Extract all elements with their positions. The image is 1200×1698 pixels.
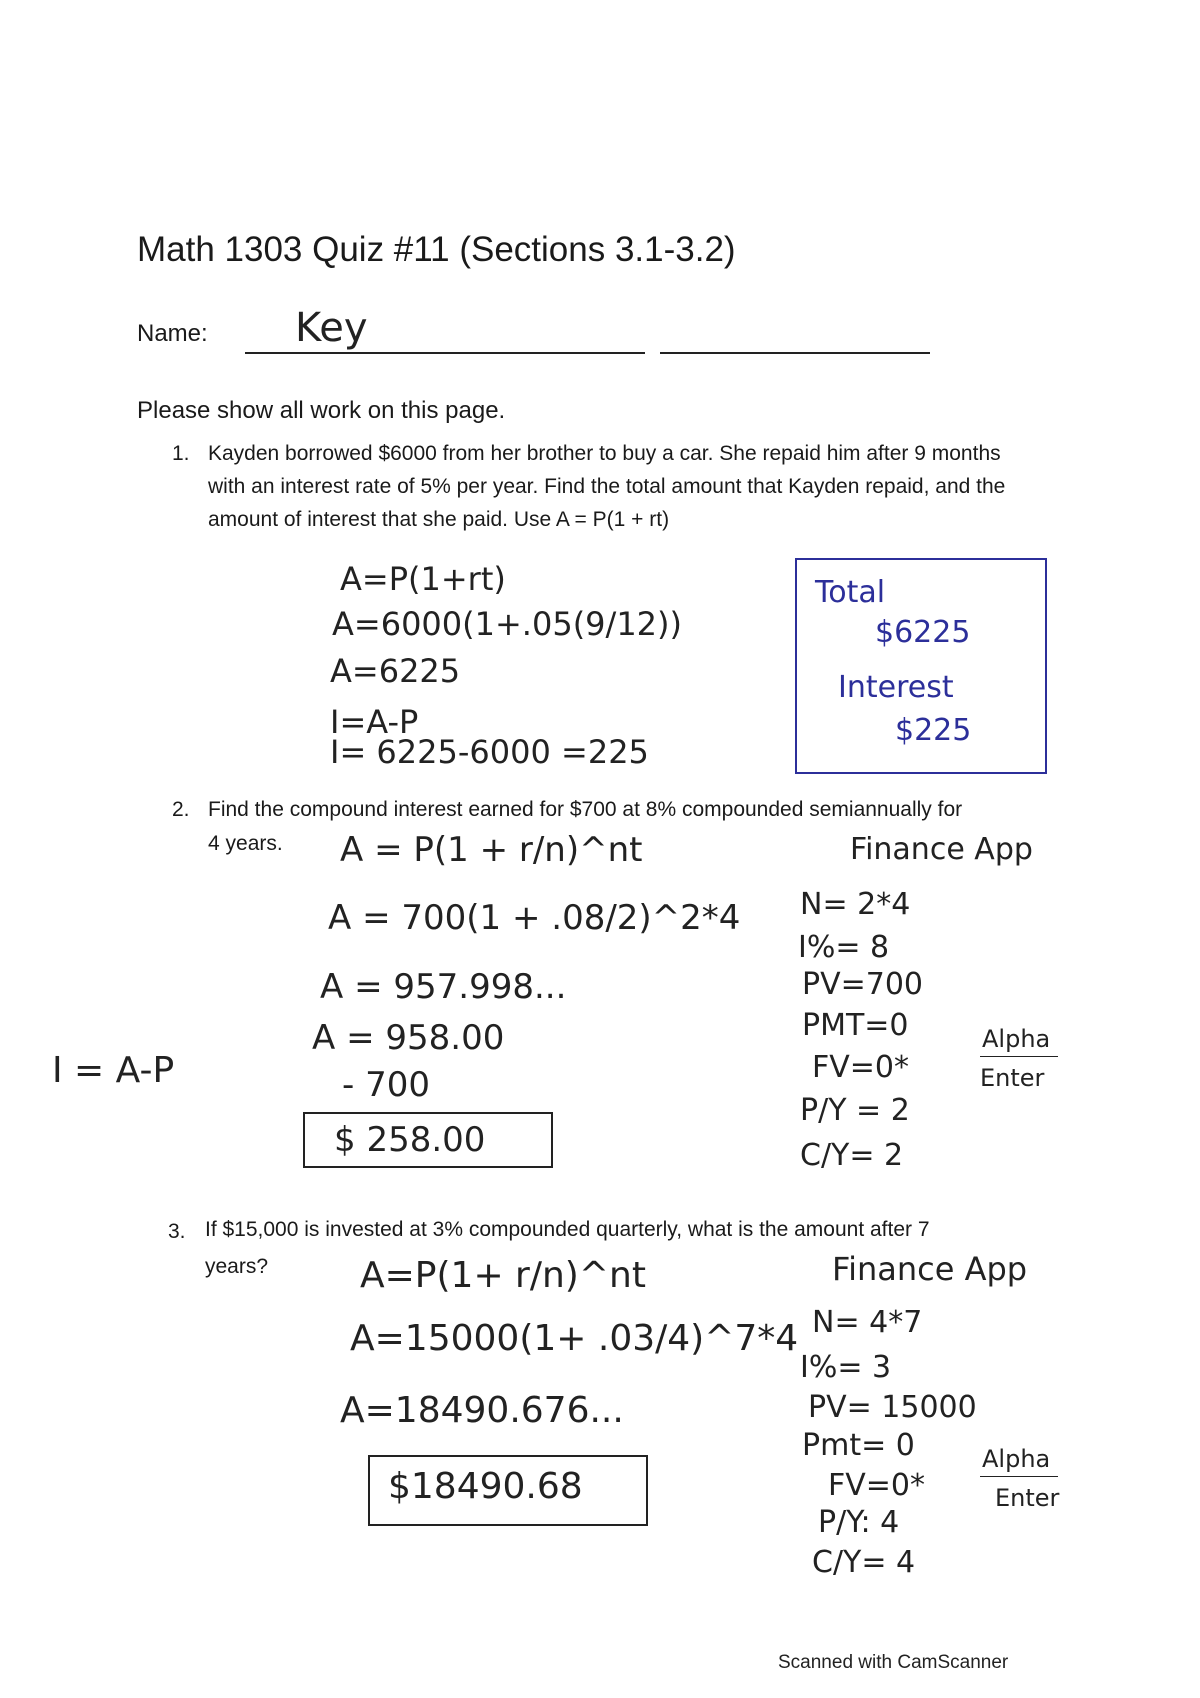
- quiz-title: Math 1303 Quiz #11 (Sections 3.1-3.2): [137, 230, 736, 269]
- q1-number: 1.: [172, 442, 190, 465]
- q3-app-py: P/Y: 4: [818, 1505, 900, 1540]
- q3-app-fv: FV=0*: [828, 1468, 926, 1503]
- q2-alpha-arrow: [980, 1056, 1058, 1057]
- q2-app-py: P/Y = 2: [800, 1093, 910, 1128]
- q1-text: Kayden borrowed $6000 from her brother to buy a car. She repaid him after 9 months with an interest rate of 5% per year. Find the total amount that Kayden repaid, and the amount of interest that she paid. Use A = P(1 + rt): [208, 442, 1006, 531]
- q2-app-pmt: PMT=0: [802, 1008, 909, 1043]
- q3-work-1: A=P(1+ r/n)^nt: [360, 1255, 646, 1296]
- q3-alpha: Alpha: [982, 1445, 1051, 1473]
- name-value: Key: [295, 305, 368, 351]
- q3-app-pmt: Pmt= 0: [802, 1428, 915, 1463]
- q2-work-1: A = P(1 + r/n)^nt: [340, 830, 643, 870]
- q2-alpha: Alpha: [982, 1025, 1051, 1053]
- q3-answer: $18490.68: [388, 1466, 583, 1507]
- q2-work-4: A = 958.00: [312, 1018, 505, 1058]
- q3-app-i: I%= 3: [800, 1350, 892, 1385]
- q2-work-3: A = 957.998...: [320, 967, 567, 1007]
- q2-answer: $ 258.00: [334, 1120, 486, 1160]
- q2-app-fv: FV=0*: [812, 1050, 910, 1085]
- q2-number: 2.: [172, 798, 190, 821]
- q1-work-3: A=6225: [330, 652, 461, 690]
- q1-interest-value: $225: [895, 713, 972, 748]
- q3-enter: Enter: [995, 1484, 1060, 1512]
- q1-total-value: $6225: [875, 615, 971, 650]
- scanner-watermark: Scanned with CamScanner: [778, 1652, 1009, 1673]
- q3-text-line2: years?: [205, 1255, 269, 1278]
- q2-app-pv: PV=700: [802, 967, 924, 1002]
- q1-total-label: Total: [815, 575, 886, 610]
- q3-app-n: N= 4*7: [812, 1305, 923, 1340]
- q1-work-1: A=P(1+rt): [340, 560, 506, 598]
- q3-number: 3.: [168, 1220, 186, 1243]
- q1-work-2: A=6000(1+.05(9/12)): [332, 605, 682, 643]
- name-label: Name:: [137, 320, 208, 347]
- q1-work-4: I=A-P: [330, 703, 419, 741]
- q3-app-cy: C/Y= 4: [812, 1545, 916, 1580]
- q2-enter: Enter: [980, 1064, 1045, 1092]
- q1-work-5: I= 6225-6000 =225: [330, 733, 649, 771]
- q3-work-2: A=15000(1+ .03/4)^7*4: [350, 1318, 799, 1359]
- q2-work-2: A = 700(1 + .08/2)^2*4: [328, 898, 741, 938]
- q2-text-line2: 4 years.: [208, 832, 283, 855]
- name-line-1: [245, 352, 645, 354]
- q2-app-i: I%= 8: [798, 930, 890, 965]
- q3-alpha-arrow: [980, 1476, 1058, 1477]
- q3-app-title: Finance App: [832, 1250, 1028, 1288]
- q2-work-5: - 700: [342, 1065, 430, 1105]
- q2-app-n: N= 2*4: [800, 887, 911, 922]
- q3-work-3: A=18490.676...: [340, 1390, 624, 1431]
- instructions: Please show all work on this page.: [137, 397, 506, 424]
- q2-app-title: Finance App: [850, 832, 1033, 867]
- q3-text-line1: If $15,000 is invested at 3% compounded quarterly, what is the amount after 7: [205, 1218, 930, 1241]
- q3-app-pv: PV= 15000: [808, 1390, 977, 1425]
- name-line-2: [660, 352, 930, 354]
- q2-side-note: I = A-P: [52, 1050, 175, 1091]
- q2-app-cy: C/Y= 2: [800, 1138, 904, 1173]
- q2-text-line1: Find the compound interest earned for $700 at 8% compounded semiannually for: [208, 798, 963, 821]
- q1-interest-label: Interest: [838, 670, 954, 705]
